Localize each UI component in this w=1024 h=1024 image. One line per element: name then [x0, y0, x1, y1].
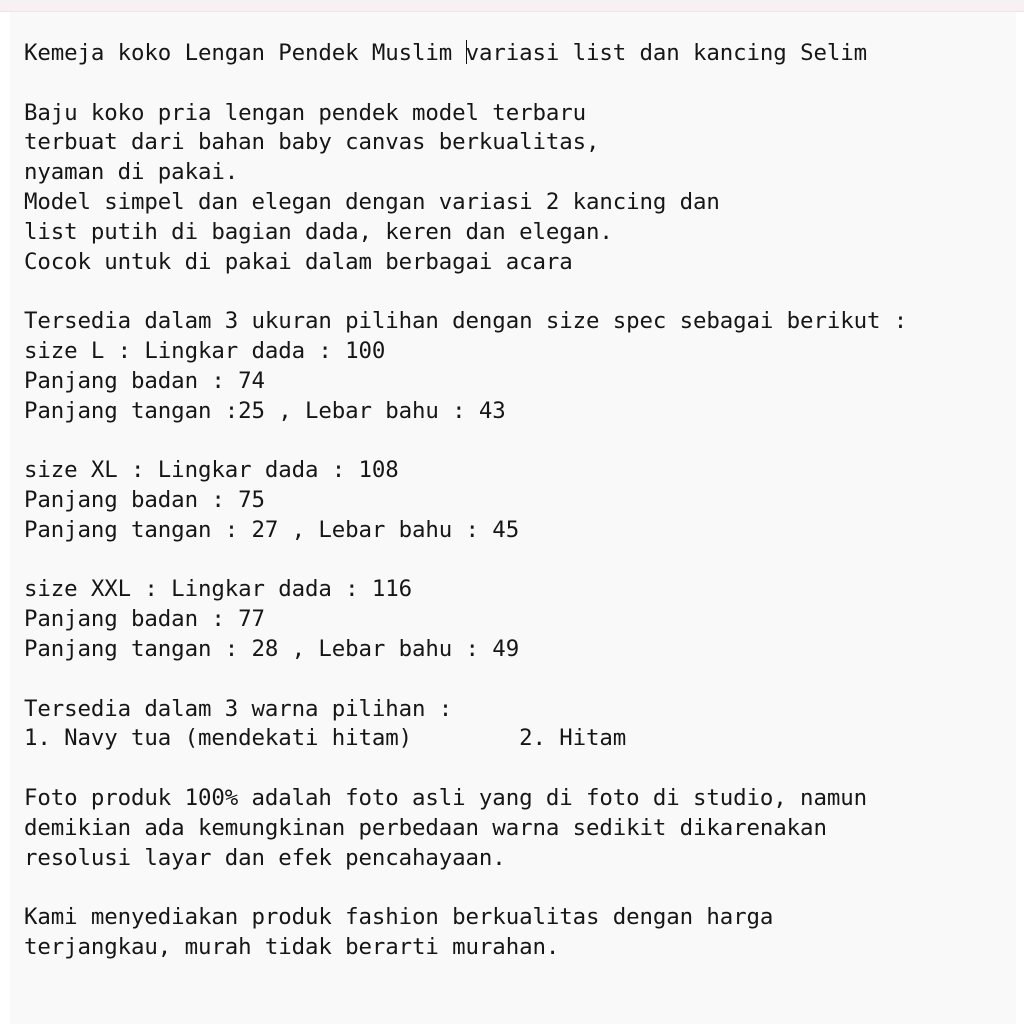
- document-line[interactable]: size L : Lingkar dada : 100: [24, 337, 386, 364]
- document-line[interactable]: [24, 754, 1004, 784]
- title-text-after-caret: variasi list dan kancing Selim: [465, 40, 867, 66]
- document-line[interactable]: [24, 873, 1004, 903]
- document-line[interactable]: [24, 665, 1004, 695]
- document-line[interactable]: Panjang badan : 74: [24, 367, 265, 394]
- document-line[interactable]: Panjang tangan : 27 , Lebar bahu : 45: [24, 516, 520, 543]
- document-line[interactable]: terbuat dari bahan baby canvas berkualitas,: [24, 129, 600, 156]
- document-line[interactable]: [24, 69, 1004, 99]
- document-text[interactable]: [24, 39, 1004, 963]
- document-line[interactable]: Model simpel dan elegan dengan variasi 2 kancing dan: [24, 188, 720, 215]
- document-line[interactable]: size XL : Lingkar dada : 108: [24, 457, 399, 484]
- left-gutter: [0, 12, 10, 1024]
- document-line[interactable]: 1. Navy tua (mendekati hitam) 2. Hitam: [24, 725, 627, 752]
- document-line[interactable]: [24, 546, 1004, 576]
- document-line[interactable]: Foto produk 100% adalah foto asli yang di foto di studio, namun: [24, 784, 867, 811]
- title-text-before-caret: Kemeja koko Lengan Pendek Muslim: [24, 40, 466, 66]
- document-line[interactable]: demikian ada kemungkinan perbedaan warna sedikit dikarenakan: [24, 814, 827, 841]
- document-line[interactable]: Tersedia dalam 3 warna pilihan :: [24, 695, 453, 722]
- document-line[interactable]: [24, 277, 1004, 307]
- document-line[interactable]: Kami menyediakan produk fashion berkualitas dengan harga: [24, 904, 774, 931]
- document-line[interactable]: Baju koko pria lengan pendek model terbaru: [24, 99, 586, 126]
- document-line[interactable]: Tersedia dalam 3 ukuran pilihan dengan size spec sebagai berikut :: [24, 308, 908, 335]
- document-line[interactable]: resolusi layar dan efek pencahayaan.: [24, 844, 506, 871]
- window-top-strip: [0, 0, 1024, 12]
- text-editor-area[interactable]: [10, 12, 1016, 1024]
- document-line[interactable]: terjangkau, murah tidak berarti murahan.: [24, 933, 560, 960]
- document-line[interactable]: [24, 426, 1004, 456]
- document-line[interactable]: Panjang tangan : 28 , Lebar bahu : 49: [24, 635, 520, 662]
- document-line[interactable]: nyaman di pakai.: [24, 159, 239, 186]
- document-line[interactable]: Panjang badan : 75: [24, 486, 265, 513]
- document-line[interactable]: size XXL : Lingkar dada : 116: [24, 576, 413, 603]
- document-line[interactable]: list putih di bagian dada, keren dan elegan.: [24, 218, 613, 245]
- document-title-line[interactable]: [24, 39, 1004, 69]
- document-line[interactable]: Panjang tangan :25 , Lebar bahu : 43: [24, 397, 506, 424]
- right-gutter: [1016, 12, 1024, 1024]
- document-line[interactable]: Panjang badan : 77: [24, 606, 265, 633]
- document-line[interactable]: Cocok untuk di pakai dalam berbagai acara: [24, 248, 573, 275]
